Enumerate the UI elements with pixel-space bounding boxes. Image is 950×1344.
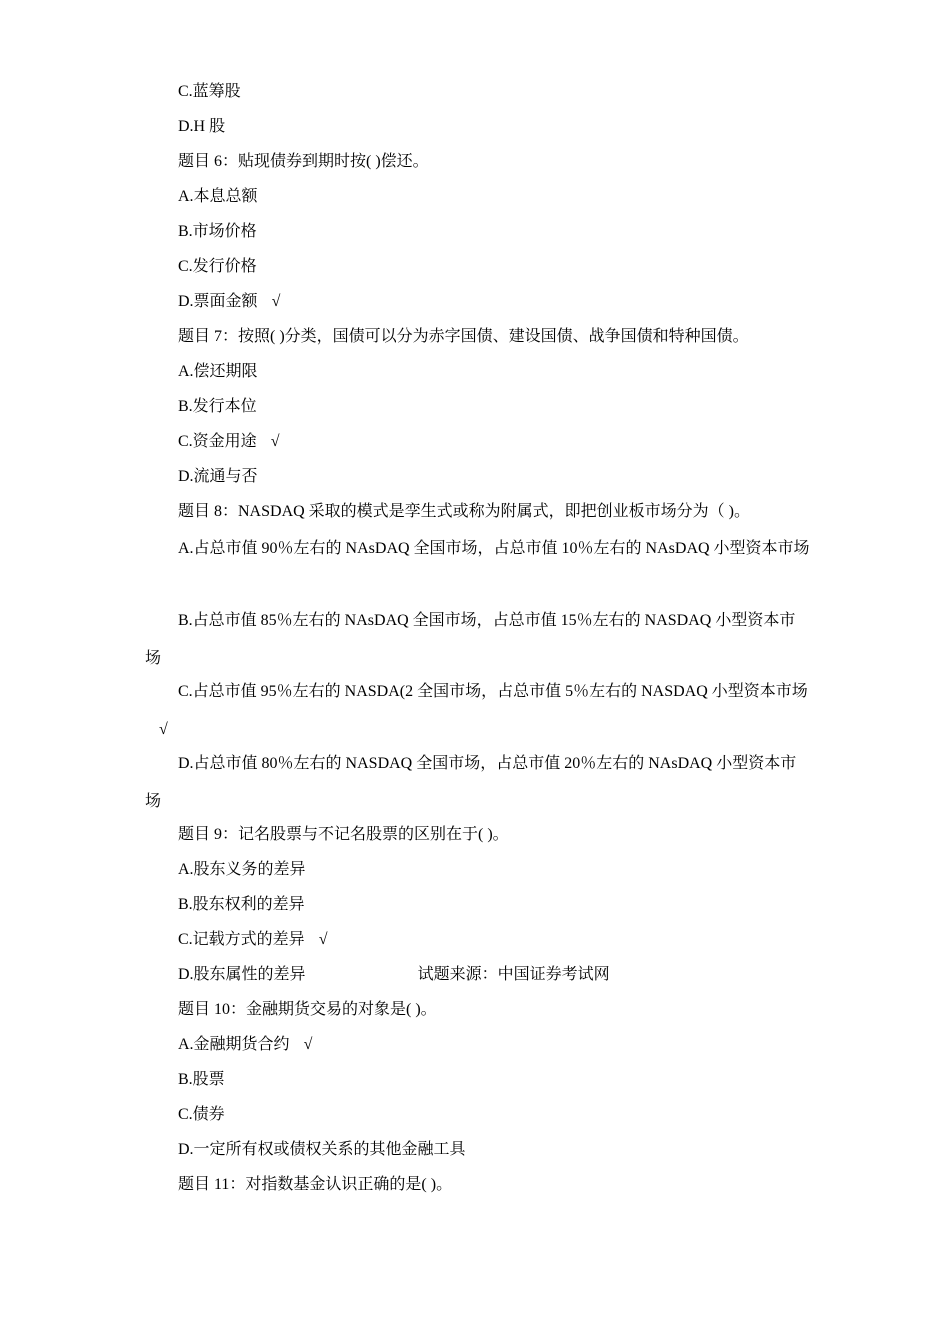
- q7-option-d: D.流通与否: [178, 468, 258, 485]
- q10-option-c: C.债券: [178, 1106, 225, 1123]
- correct-answer-mark: √: [318, 931, 328, 948]
- correct-answer-mark: √: [303, 1036, 313, 1053]
- q5-option-c: C.蓝筹股: [178, 83, 241, 100]
- q8-option-b: B.占总市值 85％左右的 NAsDAQ 全国市场，占总市值 15％左右的 NASDAQ 小型资本市场: [145, 612, 796, 667]
- q7-option-a: A.偿还期限: [178, 363, 258, 380]
- q9-option-d: [178, 965, 610, 985]
- q10-option-b: B.股票: [178, 1071, 225, 1088]
- q8-option-c: [145, 673, 810, 749]
- q6-option-a: A.本息总额: [178, 188, 258, 205]
- q7-option-c: [178, 432, 279, 452]
- q8-option-c-text: C.占总市值 95％左右的 NASDA(2 全国市场，占总市值 5％左右的 NASDAQ 小型资本市场: [178, 683, 808, 700]
- question-10: 题目 10：金融期货交易的对象是( )。: [178, 1001, 437, 1018]
- q10-option-a-text: A.金融期货合约: [178, 1036, 290, 1053]
- q6-option-b: B.市场价格: [178, 223, 257, 240]
- correct-answer-mark: √: [159, 721, 168, 738]
- q9-option-c: [178, 930, 327, 950]
- q9-option-c-text: C.记载方式的差异: [178, 931, 305, 948]
- q6-option-d-text: D.票面金额: [178, 293, 258, 310]
- source-note: 试题来源：中国证券考试网: [417, 966, 610, 983]
- q5-option-d: D.H 股: [178, 118, 226, 135]
- q6-option-d: [178, 292, 280, 312]
- correct-answer-mark: √: [271, 293, 281, 310]
- q9-option-b: B.股东权利的差异: [178, 896, 305, 913]
- q7-option-c-text: C.资金用途: [178, 433, 257, 450]
- q8-option-d: D.占总市值 80％左右的 NASDAQ 全国市场，占总市值 20％左右的 NAsDAQ 小型资本市场: [145, 755, 797, 810]
- q7-option-b: B.发行本位: [178, 398, 257, 415]
- q6-option-c: C.发行价格: [178, 258, 257, 275]
- question-6: 题目 6：贴现债券到期时按( )偿还。: [178, 153, 429, 170]
- q10-option-a: [178, 1035, 312, 1055]
- correct-answer-mark: √: [270, 433, 280, 450]
- question-9: 题目 9：记名股票与不记名股票的区别在于( )。: [178, 826, 509, 843]
- q10-option-d: D.一定所有权或债权关系的其他金融工具: [178, 1141, 466, 1158]
- q8-option-a: A.占总市值 90％左右的 NAsDAQ 全国市场，占总市值 10％左右的 NAsDAQ 小型资本市场: [178, 540, 810, 557]
- question-11: 题目 11：对指数基金认识正确的是( )。: [178, 1176, 453, 1193]
- q9-option-d-text: D.股东属性的差异: [178, 966, 306, 983]
- question-7: 题目 7：按照( )分类，国债可以分为赤字国债、建设国债、战争国债和特种国债。: [178, 328, 749, 345]
- question-8: 题目 8：NASDAQ 采取的模式是孪生式或称为附属式，即把创业板市场分为（ )。: [178, 503, 751, 520]
- q9-option-a: A.股东义务的差异: [178, 861, 306, 878]
